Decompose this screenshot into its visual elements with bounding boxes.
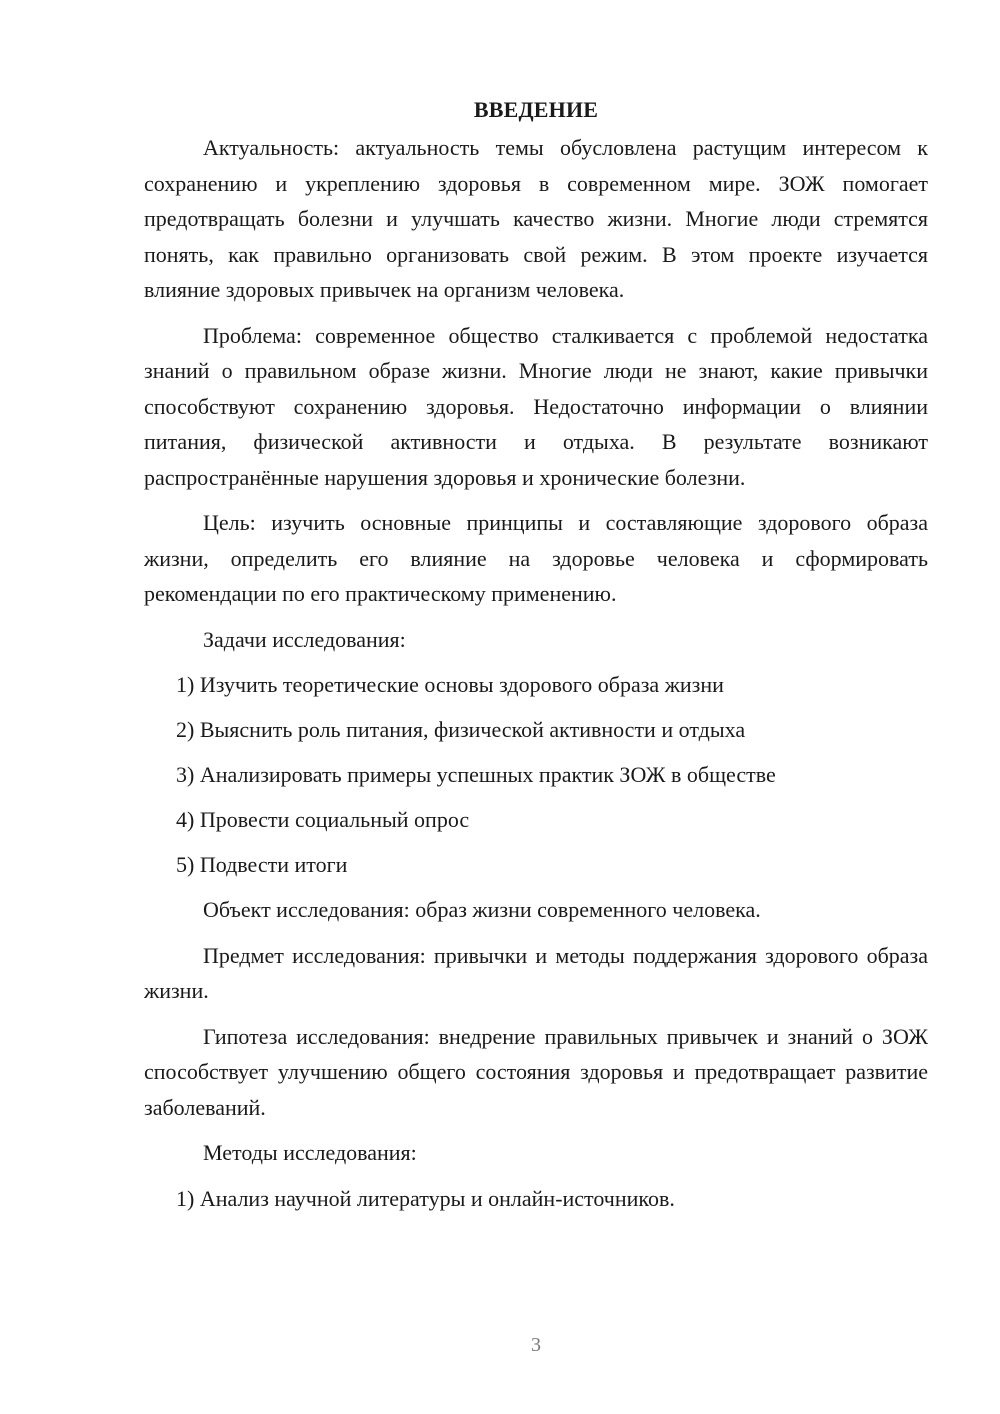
problem-paragraph: Проблема: современное общество сталкивается с проблемой недостатка знаний о правильном образе жизни. Многие люди не знают, какие привычки способствуют сохранению здоровья. Недостаточно информации о влиянии питания, физической активности и отдыха. В результате возникают распространённые нарушения здоровья и хронические болезни. — [144, 322, 928, 490]
list-item: 3) Анализировать примеры успешных практик ЗОЖ в обществе — [176, 762, 776, 787]
object-paragraph: Объект исследования: образ жизни современного человека. — [203, 897, 761, 922]
relevance-paragraph: Актуальность: актуальность темы обусловлена растущим интересом к сохранению и укреплению здоровья в современном мире. ЗОЖ помогает предотвращать болезни и улучшать качество жизни. Многие люди стремятся понять, как правильно организовать свой режим. В этом проекте изучается влияние здоровых привычек на организм человека. — [144, 135, 928, 302]
list-item: 2) Выяснить роль питания, физической активности и отдыха — [176, 717, 746, 742]
page-number: 3 — [531, 1334, 541, 1356]
tasks-list — [144, 667, 928, 883]
list-item: 1) Изучить теоретические основы здорового образа жизни — [176, 672, 724, 697]
tasks-title: Задачи исследования: — [203, 626, 406, 652]
section-heading: ВВЕДЕНИЕ — [473, 97, 599, 122]
list-item: 4) Провести социальный опрос — [176, 807, 470, 832]
methods-list — [144, 1181, 928, 1217]
list-item: 1) Анализ научной литературы и онлайн-источников. — [176, 1185, 675, 1211]
page-content — [144, 92, 928, 1226]
hypothesis-paragraph: Гипотеза исследования: внедрение правильных привычек и знаний о ЗОЖ способствует улучшению общего состояния здоровья и предотвращает развитие заболеваний. — [144, 1023, 928, 1120]
subject-paragraph: Предмет исследования: привычки и методы поддержания здорового образа жизни. — [144, 942, 928, 1003]
list-item: 5) Подвести итоги — [176, 852, 348, 877]
methods-title: Методы исследования: — [203, 1140, 417, 1165]
goal-paragraph: Цель: изучить основные принципы и составляющие здорового образа жизни, определить его влияние на здоровье человека и сформировать рекомендации по его практическому применению. — [144, 510, 928, 606]
